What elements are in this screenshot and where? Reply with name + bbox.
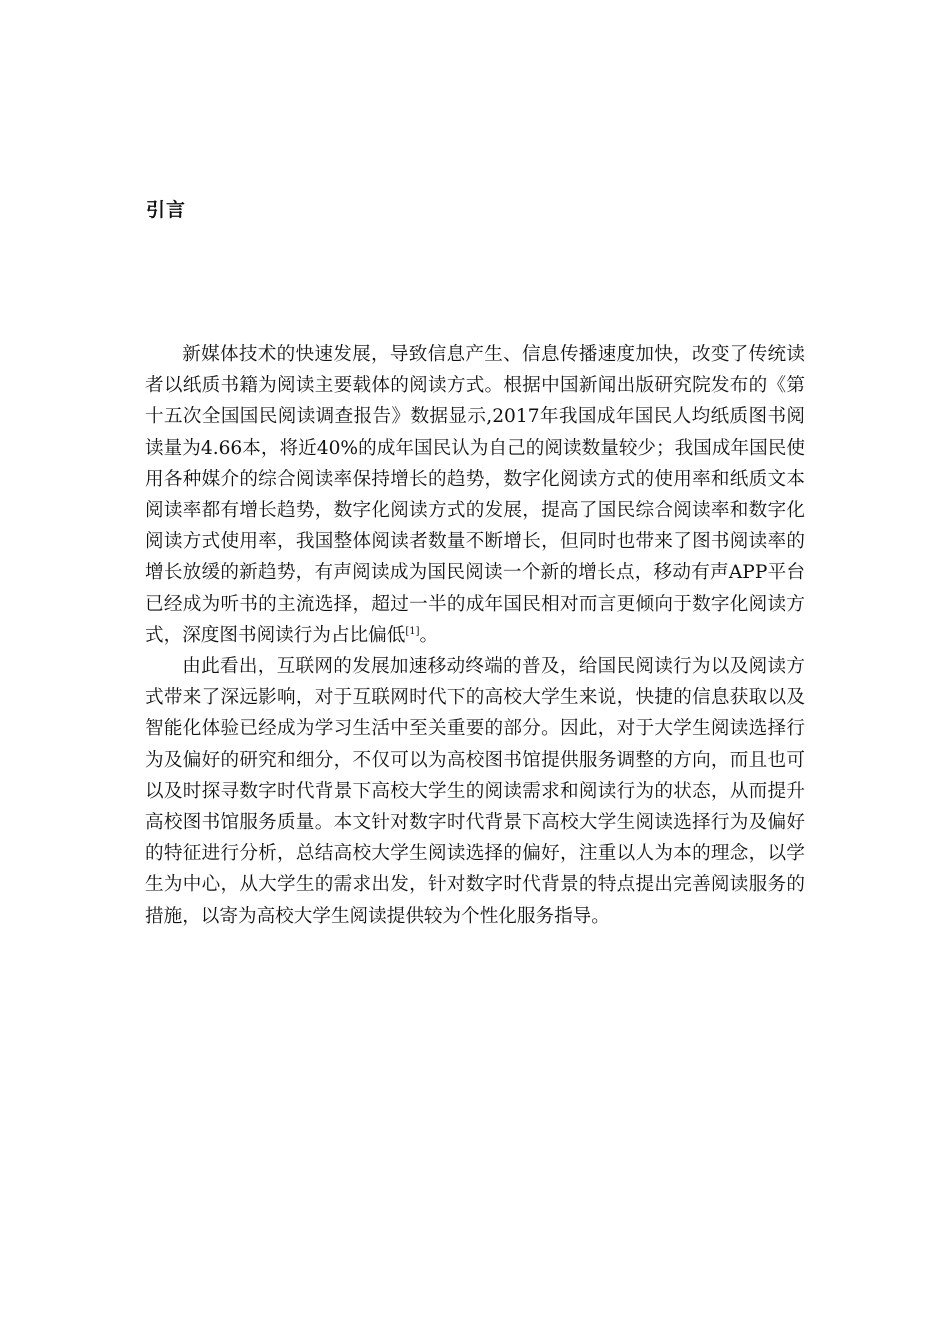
paragraph-2 [145,651,805,932]
paragraph-1 [145,339,805,651]
paragraph-2-text: 由此看出，互联网的发展加速移动终端的普及，给国民阅读行为以及阅读方式带来了深远影响，对于互联网时代下的高校大学生来说，快捷的信息获取以及智能化体验已经成为学习生活中至关重要的部分。因此，对于大学生阅读选择行为及偏好的研究和细分，不仅可以为高校图书馆提供服务调整的方向，而且也可以及时探寻数字时代背景下高校大学生的阅读需求和阅读行为的状态，从而提升高校图书馆服务质量。本文针对数字时代背景下高校大学生阅读选择行为及偏好的特征进行分析，总结高校大学生阅读选择的偏好，注重以人为本的理念，以学生为中心，从大学生的需求出发，针对数字时代背景的特点提出完善阅读服务的措施，以寄为高校大学生阅读提供较为个性化服务指导。 [145,656,805,927]
paragraph-1-end: 。 [419,624,439,646]
section-heading: 引言 [146,199,187,221]
body-text [145,339,805,932]
citation-marker: [1] [405,625,420,637]
paragraph-1-text: 新媒体技术的快速发展，导致信息产生、信息传播速度加快，改变了传统读者以纸质书籍为阅读主要载体的阅读方式。根据中国新闻出版研究院发布的《第十五次全国国民阅读调查报告》数据显示,2017年我国成年国民人均纸质图书阅读量为4.66本，将近40%的成年国民认为自己的阅读数量较少；我国成年国民使用各种媒介的综合阅读率保持增长的趋势，数字化阅读方式的使用率和纸质文本阅读率都有增长趋势，数字化阅读方式的发展，提高了国民综合阅读率和数字化阅读方式使用率，我国整体阅读者数量不断增长，但同时也带来了图书阅读率的增长放缓的新趋势，有声阅读成为国民阅读一个新的增长点，移动有声APP平台已经成为听书的主流选择，超过一半的成年国民相对而言更倾向于数字化阅读方式，深度图书阅读行为占比偏低 [145,344,805,646]
